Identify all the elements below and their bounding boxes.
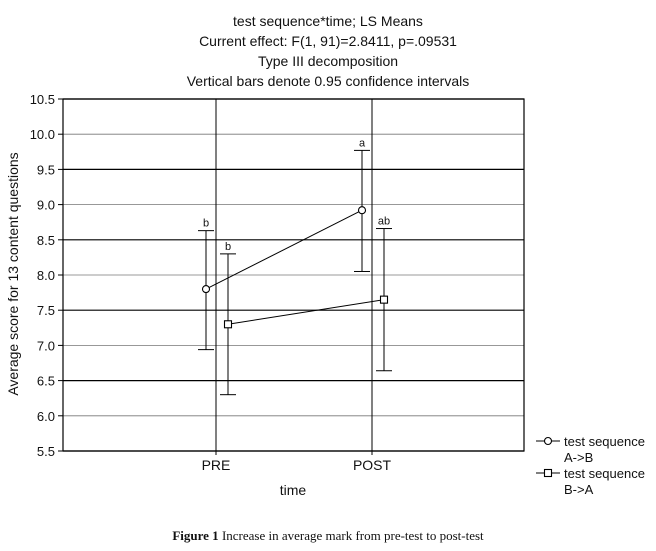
legend-label: test sequence	[564, 466, 645, 481]
y-tick-label: 6.0	[36, 408, 55, 424]
x-tick-label: POST	[352, 457, 392, 473]
chart-title-line: Vertical bars denote 0.95 confidence intervals	[186, 73, 470, 89]
series-line	[228, 300, 384, 325]
legend-item	[536, 466, 645, 497]
legend-swatch-marker	[545, 438, 552, 445]
chart-grid	[63, 99, 524, 451]
y-tick-label: 9.5	[36, 162, 55, 178]
data-label: a	[358, 137, 366, 150]
y-tick-label: 7.0	[36, 338, 55, 354]
data-point	[381, 296, 388, 303]
figure-caption	[0, 528, 656, 544]
data-point	[359, 207, 366, 214]
data-point	[225, 321, 232, 328]
data-label: b	[224, 240, 232, 253]
chart-series	[198, 137, 392, 394]
data-label: b	[202, 217, 210, 230]
chart-title	[187, 13, 470, 89]
y-tick-label: 9.0	[36, 197, 55, 213]
y-axis	[30, 92, 63, 459]
y-axis-label: Average score for 13 content questions	[5, 152, 21, 396]
x-axis	[202, 451, 392, 473]
legend-item	[536, 434, 645, 465]
legend-label: test sequence	[564, 434, 645, 449]
chart-title-line: Current effect: F(1, 91)=2.8411, p=.09531	[199, 33, 457, 49]
y-tick-label: 8.5	[36, 232, 55, 248]
caption-label: Figure 1	[172, 528, 219, 543]
legend	[536, 434, 645, 497]
caption-text: Increase in average mark from pre-test to post-test	[218, 528, 484, 543]
y-tick-label: 6.5	[36, 373, 55, 389]
y-tick-label: 8.0	[36, 268, 55, 283]
data-label: ab	[377, 215, 391, 228]
y-tick-label: 10.0	[29, 127, 55, 143]
y-tick-label: 7.5	[36, 303, 55, 319]
data-point	[203, 286, 210, 293]
legend-swatch-marker	[545, 470, 552, 477]
chart-title-line: test sequence*time; LS Means	[233, 13, 423, 29]
y-tick-label: 5.5	[36, 444, 55, 459]
x-tick-label: PRE	[201, 457, 231, 473]
legend-label: B->A	[564, 482, 594, 497]
chart-title-line: Type III decomposition	[257, 53, 399, 69]
y-tick-label: 10.5	[29, 92, 55, 107]
legend-label: A->B	[564, 450, 594, 465]
x-axis-label: time	[279, 482, 307, 498]
series-b-a	[220, 216, 392, 395]
